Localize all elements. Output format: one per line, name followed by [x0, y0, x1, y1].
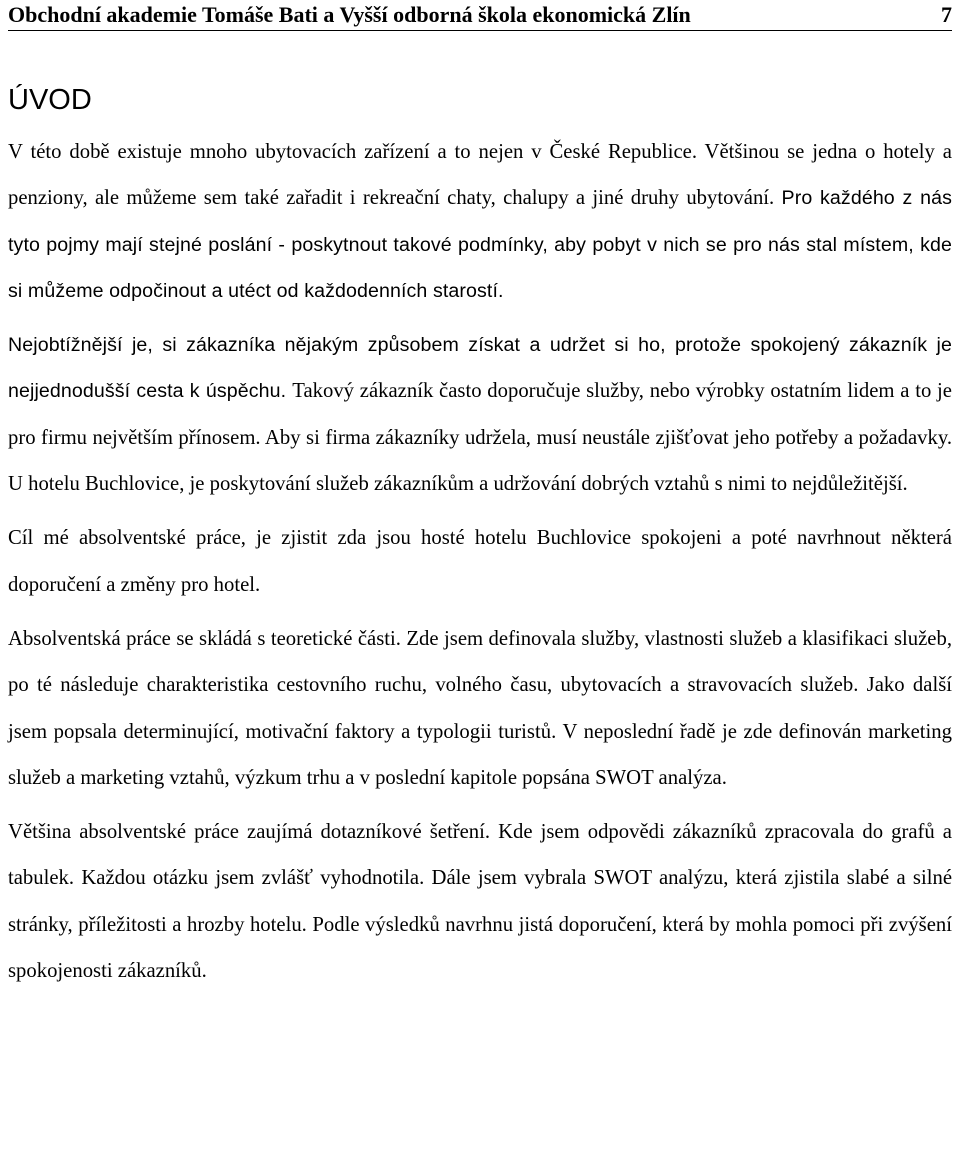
paragraph-intro-serif-part: V této době existuje mnoho ubytovacích zařízení a to nejen v České Republice. Většinou se jedna o hotely a penziony, ale můžeme sem také zařadit i rekreační chaty, chalupy a jiné druhy ubytování. [8, 141, 952, 210]
page-number: 7 [941, 2, 952, 27]
paragraph-structure: Absolventská práce se skládá s teoretické části. Zde jsem definovala služby, vlastnosti služeb a klasifikaci služeb, po té následuje charakteristika cestovního ruchu, volného času, ubytovacích a stravovacích služeb. Jako další jsem popsala determinující, motivační faktory a typologii turistů. V neposlední řadě je zde definován marketing služeb a marketing vztahů, výzkum trhu a v poslední kapitole popsána SWOT analýza. [8, 627, 952, 789]
paragraph-intro [8, 129, 952, 314]
running-header [8, 0, 952, 31]
body-text [8, 129, 952, 994]
paragraph-goal: Cíl mé absolventské práce, je zjistit zda jsou hosté hotelu Buchlovice spokojeni a poté navrhnout některá doporučení a změny pro hotel. [8, 527, 952, 596]
paragraph-customers-serif-part: Takový zákazník často doporučuje služby, nebo výrobky ostatním lidem a to je pro firmu největším přínosem. Aby si firma zákazníky udržela, musí neustále zjišťovat jeho potřeby a požadavky. U hotelu Buchlovice, je poskytování služeb zákazníkům a udržování dobrých vztahů s nimi to nejdůležitější. [8, 380, 952, 496]
chapter-title: ÚVOD [8, 84, 92, 116]
header-title: Obchodní akademie Tomáše Bati a Vyšší odborná škola ekonomická Zlín [8, 2, 691, 27]
paragraph-intro-sans-part: Pro každého z nás tyto pojmy mají stejné poslání - poskytnout takové podmínky, aby pobyt v nich se pro nás stal místem, kde si můžeme odpočinout a utéct od každodenních starostí. [8, 187, 952, 302]
paragraph-customers [8, 322, 952, 507]
paragraph-customers-sans-part: Nejobtížnější je, si zákazníka nějakým způsobem získat a udržet si ho, protože spokojený zákazník je nejjednodušší cesta k úspěchu. [8, 334, 952, 403]
paragraph-survey: Většina absolventské práce zaujímá dotazníkové šetření. Kde jsem odpovědi zákazníků zpracovala do grafů a tabulek. Každou otázku jsem zvlášť vyhodnotila. Dále jsem vybrala SWOT analýzu, která zjistila slabé a silné stránky, příležitosti a hrozby hotelu. Podle výsledků navrhnu jistá doporučení, která by mohla pomoci při zvýšení spokojenosti zákazníků. [8, 821, 952, 983]
